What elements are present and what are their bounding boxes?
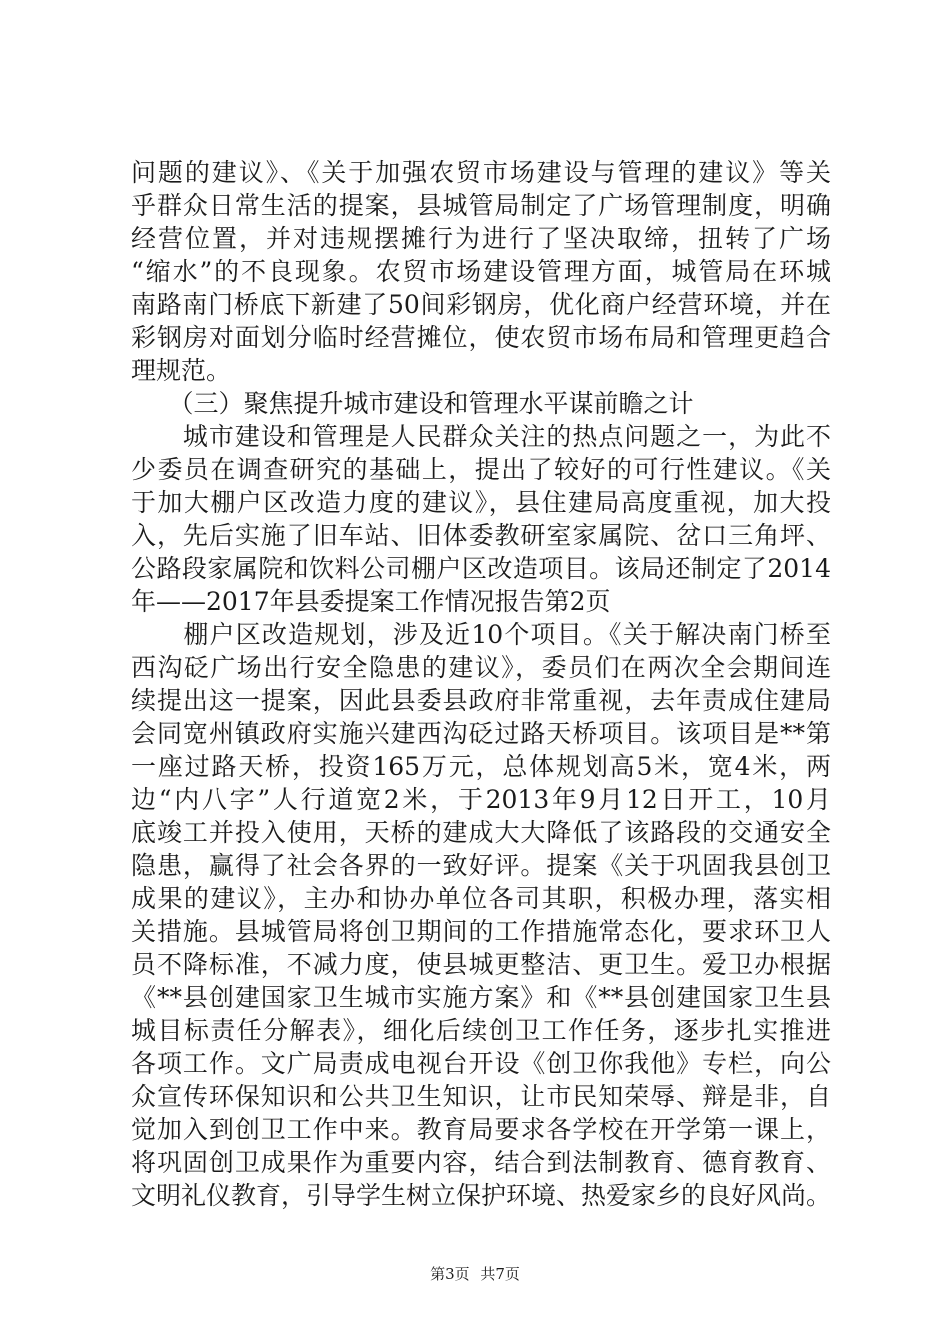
text-line: 关措施。县城管局将创卫期间的工作措施常态化，要求环卫人 bbox=[131, 917, 831, 946]
text-line: 觉加入到创卫工作中来。教育局要求各学校在开学第一课上， bbox=[131, 1115, 831, 1144]
text-line: “缩水”的不良现象。农贸市场建设管理方面，城管局在环城 bbox=[131, 257, 831, 286]
text-line: 隐患，赢得了社会各界的一致好评。提案《关于巩固我县创卫 bbox=[131, 851, 831, 880]
text-line: （三）聚焦提升城市建设和管理水平谋前瞻之计 bbox=[131, 389, 694, 418]
text-line: 边“内八字”人行道宽2米，于2013年9月12日开工，10月 bbox=[131, 785, 831, 814]
text-line: 城目标责任分解表》，细化后续创卫工作任务，逐步扎实推进 bbox=[131, 1016, 831, 1045]
text-line: 彩钢房对面划分临时经营摊位，使农贸市场布局和管理更趋合 bbox=[131, 323, 831, 352]
text-line: 员不降标准，不减力度，使县城更整洁、更卫生。爱卫办根据 bbox=[131, 950, 831, 979]
text-line: 《**县创建国家卫生城市实施方案》和《**县创建国家卫生县 bbox=[131, 983, 831, 1012]
text-line: 理规范。 bbox=[131, 356, 232, 385]
text-line: 西沟砭广场出行安全隐患的建议》，委员们在两次全会期间连 bbox=[131, 653, 831, 682]
text-line: 年——2017年县委提案工作情况报告第2页 bbox=[131, 587, 611, 616]
page-number: 第3页 bbox=[430, 1265, 470, 1283]
text-line: 续提出这一提案，因此县委县政府非常重视，去年责成住建局 bbox=[131, 686, 831, 715]
text-line: 会同宽州镇政府实施兴建西沟砭过路天桥项目。该项目是**第 bbox=[131, 719, 831, 748]
document-body bbox=[131, 156, 831, 1212]
text-line: 各项工作。文广局责成电视台开设《创卫你我他》专栏，向公 bbox=[131, 1049, 831, 1078]
text-line: 文明礼仪教育，引导学生树立保护环境、热爱家乡的良好风尚。 bbox=[131, 1181, 832, 1210]
page-footer bbox=[0, 1264, 950, 1284]
text-line: 经营位置，并对违规摆摊行为进行了坚决取缔，扭转了广场 bbox=[131, 224, 831, 253]
text-line: 众宣传环保知识和公共卫生知识，让市民知荣辱、辩是非，自 bbox=[131, 1082, 831, 1111]
text-line: 公路段家属院和饮料公司棚户区改造项目。该局还制定了2014 bbox=[131, 554, 831, 583]
text-line: 城市建设和管理是人民群众关注的热点问题之一，为此不 bbox=[131, 422, 831, 451]
text-line: 底竣工并投入使用，天桥的建成大大降低了该路段的交通安全 bbox=[131, 818, 831, 847]
text-line: 问题的建议》、《关于加强农贸市场建设与管理的建议》等关 bbox=[131, 158, 831, 187]
text-line: 将巩固创卫成果作为重要内容，结合到法制教育、德育教育、 bbox=[131, 1148, 831, 1177]
text-line: 乎群众日常生活的提案，县城管局制定了广场管理制度，明确 bbox=[131, 191, 831, 220]
text-line: 于加大棚户区改造力度的建议》，县住建局高度重视，加大投 bbox=[131, 488, 831, 517]
page-total: 共7页 bbox=[480, 1265, 520, 1283]
text-line: 南路南门桥底下新建了50间彩钢房，优化商户经营环境，并在 bbox=[131, 290, 831, 319]
text-line: 成果的建议》，主办和协办单位各司其职，积极办理，落实相 bbox=[131, 884, 831, 913]
text-line: 入，先后实施了旧车站、旧体委教研室家属院、岔口三角坪、 bbox=[131, 521, 831, 550]
text-line: 一座过路天桥，投资165万元，总体规划高5米，宽4米，两 bbox=[131, 752, 831, 781]
text-line: 少委员在调查研究的基础上，提出了较好的可行性建议。《关 bbox=[131, 455, 831, 484]
text-line: 棚户区改造规划，涉及近10个项目。《关于解决南门桥至 bbox=[131, 620, 831, 649]
